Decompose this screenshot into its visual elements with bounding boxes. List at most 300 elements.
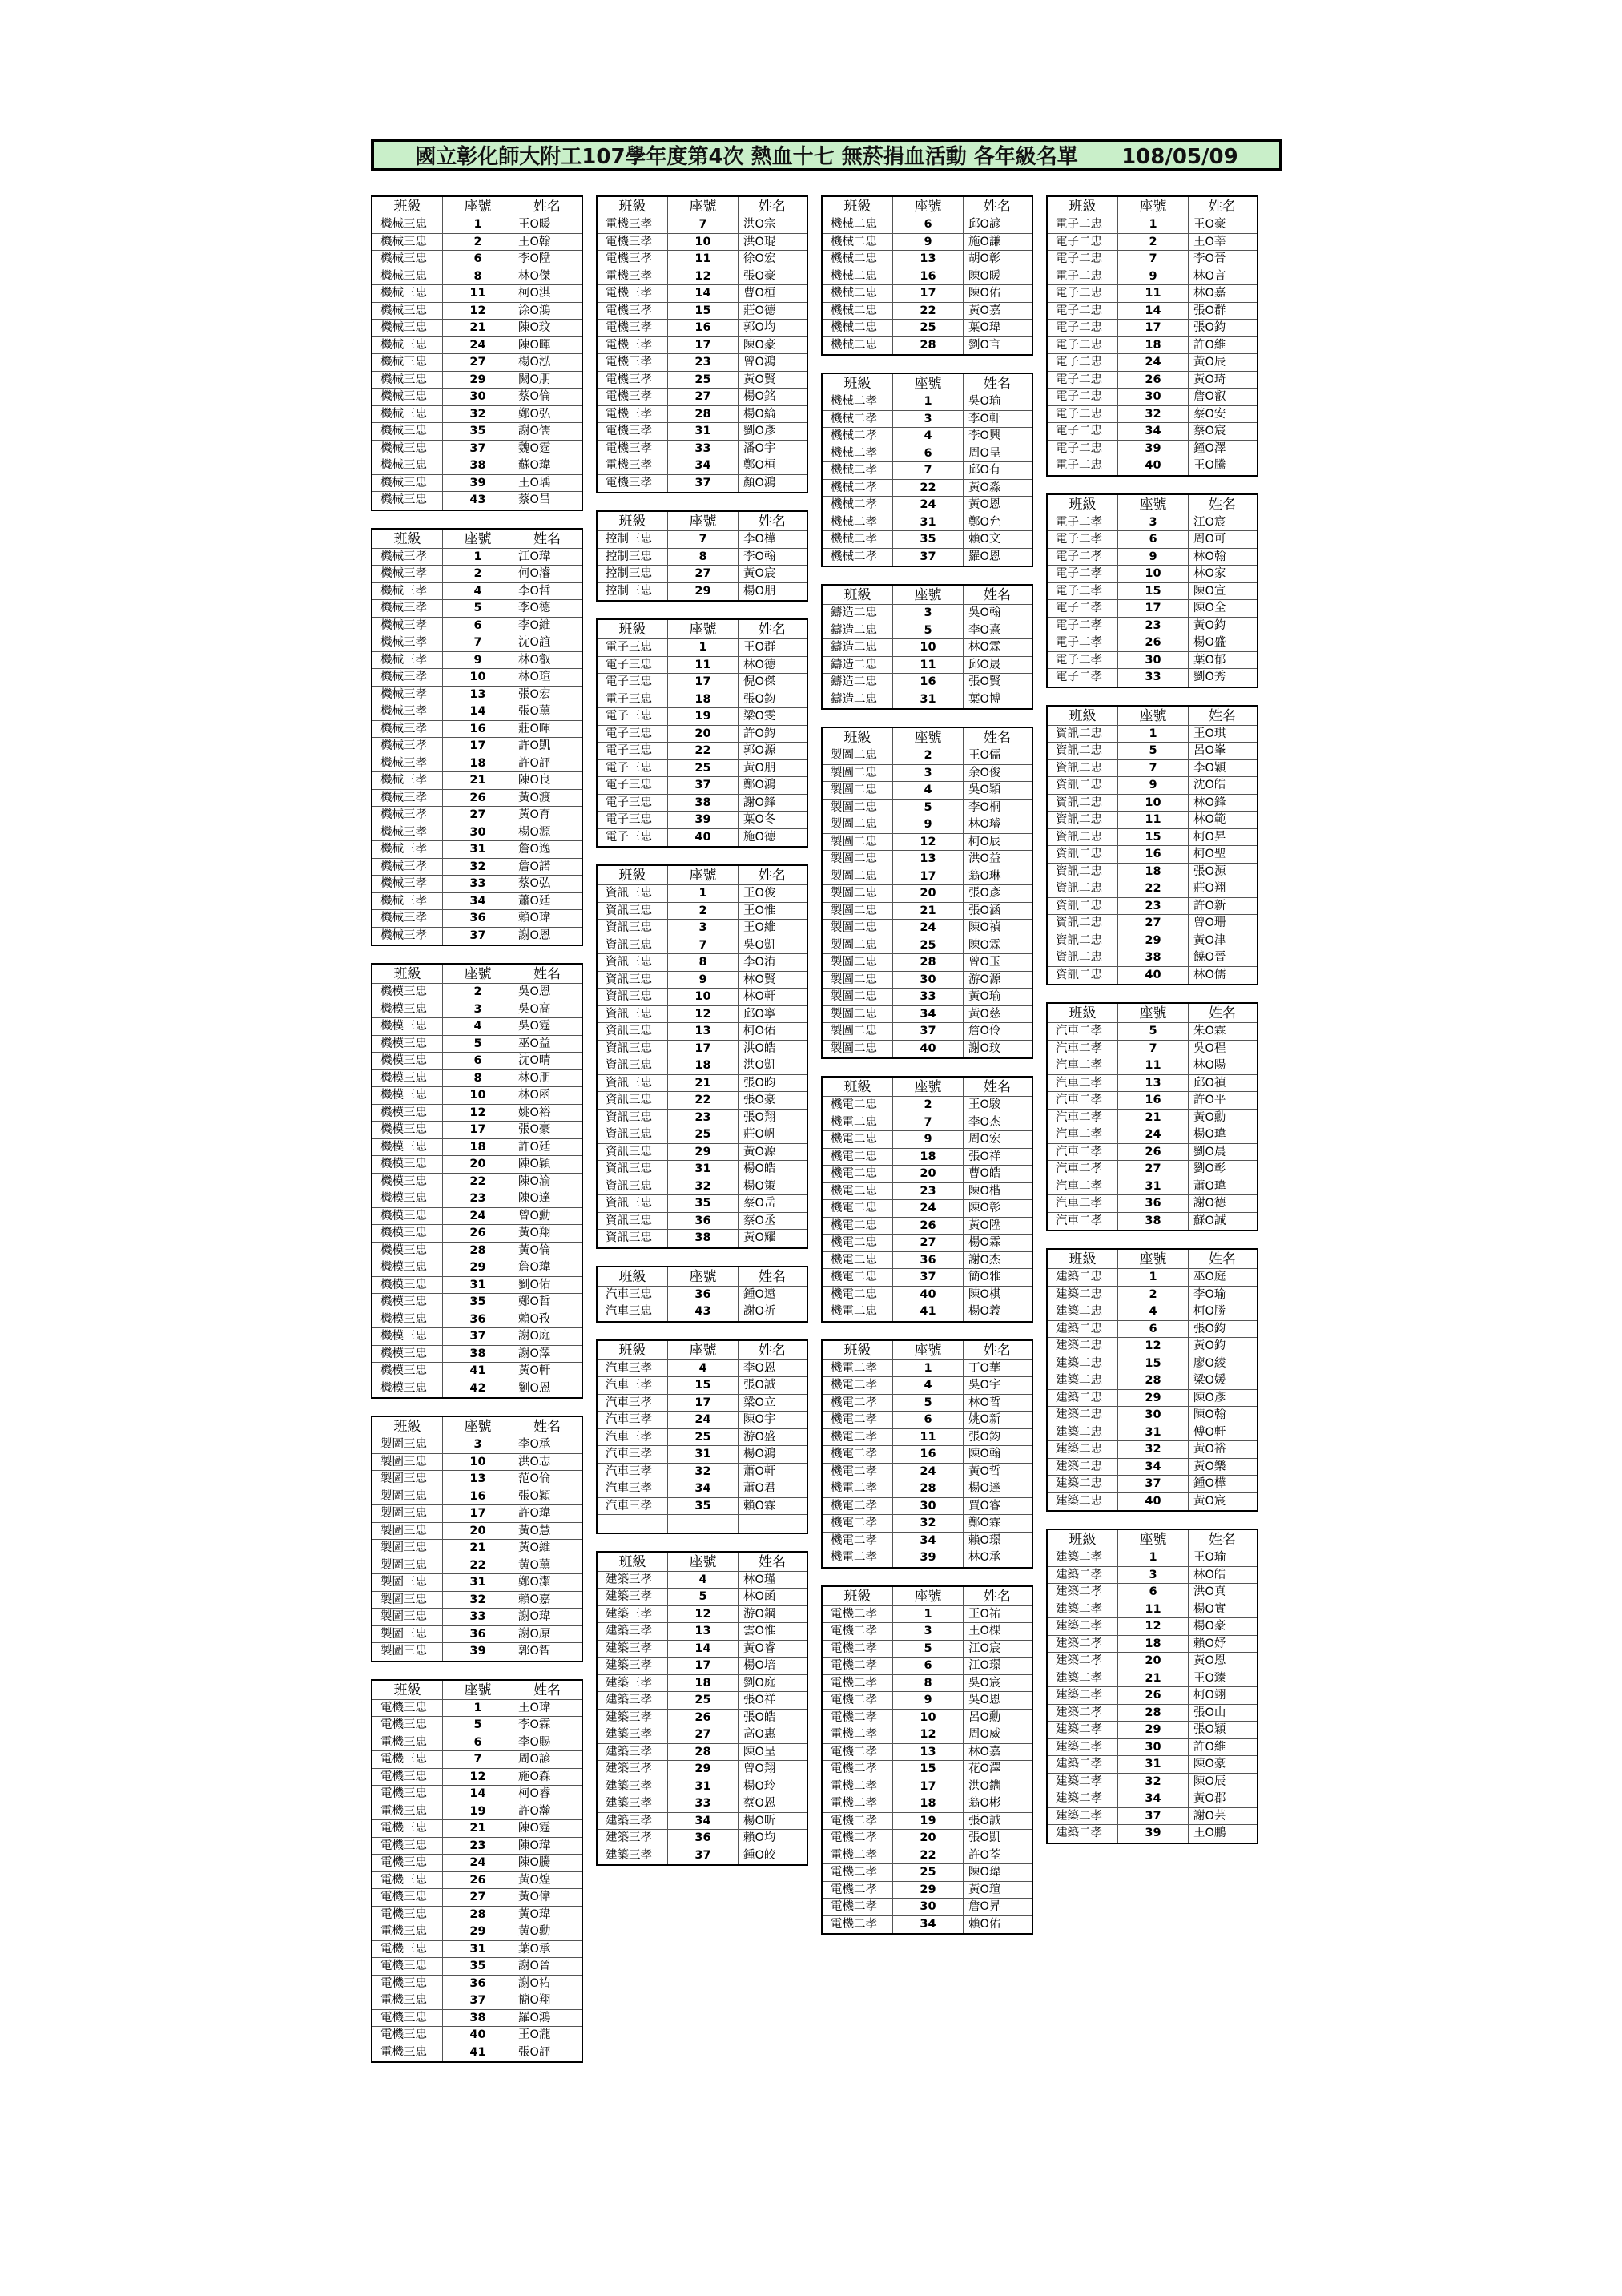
seat-cell: 10 (443, 669, 513, 686)
class-table (596, 1266, 808, 1323)
seat-cell: 13 (668, 1623, 739, 1640)
class-cell: 電機三忠 (372, 1907, 443, 1923)
name-cell: 黃O育 (518, 808, 551, 821)
table-row (372, 2027, 582, 2044)
seat-cell: 12 (443, 303, 513, 320)
seat-cell: 32 (1118, 406, 1189, 423)
table-row (598, 795, 807, 812)
name-cell: 邱O諺 (968, 218, 1001, 231)
seat-cell: 15 (668, 303, 739, 320)
class-cell: 電機二孝 (823, 1658, 893, 1674)
class-cell: 電子三忠 (598, 760, 668, 777)
seat-cell: 8 (668, 954, 739, 971)
seat-cell: 3 (668, 920, 739, 937)
table-row (372, 1105, 582, 1122)
table-row (372, 320, 582, 337)
seat-cell: 43 (443, 492, 513, 510)
seat-cell: 6 (1118, 1321, 1189, 1338)
class-table (1046, 1248, 1258, 1512)
seat-cell: 32 (893, 1515, 964, 1532)
seat-cell: 21 (443, 772, 513, 789)
seat-cell: 14 (443, 1786, 513, 1803)
header-seat: 座號 (1118, 707, 1189, 725)
class-cell: 製圖三忠 (372, 1643, 443, 1661)
table-row (823, 1641, 1032, 1658)
seat-cell: 23 (443, 1838, 513, 1855)
seat-cell: 27 (443, 807, 513, 824)
class-cell: 電機三孝 (598, 337, 668, 354)
table-row (1048, 795, 1257, 812)
name-cell: 吳O宇 (968, 1379, 1001, 1392)
class-cell: 建築二孝 (1048, 1790, 1118, 1807)
name-cell: 詹O逸 (518, 843, 551, 856)
header-seat: 座號 (443, 1681, 513, 1699)
class-table (371, 963, 583, 1399)
table-row (1048, 354, 1257, 372)
name-cell: 邱O寧 (743, 1007, 776, 1021)
table-row (1048, 1023, 1257, 1041)
name-cell: 張O賢 (968, 675, 1001, 688)
table-row (598, 657, 807, 675)
name-cell: 楊O策 (743, 1179, 776, 1193)
class-table (821, 584, 1033, 710)
table-row (823, 216, 1032, 234)
table-row (372, 1803, 582, 1821)
class-cell: 機械三孝 (372, 687, 443, 703)
seat-cell: 39 (1118, 1825, 1189, 1843)
name-cell: 柯O睿 (518, 1787, 551, 1800)
table-row (823, 531, 1032, 549)
class-cell: 電機三孝 (598, 251, 668, 268)
name-cell: 鄭O霖 (968, 1517, 1001, 1529)
name-cell: 黃O津 (1193, 933, 1226, 947)
table-row (598, 1412, 807, 1429)
header-name: 姓名 (1209, 199, 1236, 215)
seat-cell: 40 (893, 1287, 964, 1303)
class-cell: 電機三忠 (372, 1923, 443, 1940)
table-header-row (823, 728, 1032, 747)
table-row (598, 303, 807, 320)
class-cell: 機械二忠 (823, 285, 893, 302)
class-cell: 建築三孝 (598, 1658, 668, 1674)
seat-cell: 28 (668, 406, 739, 423)
seat-cell: 36 (443, 910, 513, 927)
name-cell: 王O瑜 (1193, 1551, 1226, 1564)
class-cell: 機模三忠 (372, 1277, 443, 1294)
table-row (1048, 1549, 1257, 1567)
table-row (823, 622, 1032, 640)
seat-cell: 11 (668, 251, 739, 268)
seat-cell: 25 (893, 937, 964, 954)
seat-cell: 17 (668, 674, 739, 691)
table-row (1048, 566, 1257, 583)
table-row (1048, 1338, 1257, 1355)
name-cell: 蔡O昌 (518, 493, 551, 506)
class-cell: 資訊二忠 (1048, 829, 1118, 846)
seat-cell: 4 (443, 1018, 513, 1035)
seat-cell: 7 (443, 1751, 513, 1768)
table-row (1048, 669, 1257, 687)
class-cell: 建築三孝 (598, 1726, 668, 1743)
seat-cell: 21 (443, 1540, 513, 1557)
table-header-row (1048, 197, 1257, 216)
table-row (1048, 726, 1257, 743)
name-cell: 許O鈞 (743, 727, 776, 740)
table-row (823, 1006, 1032, 1024)
seat-cell: 16 (443, 721, 513, 738)
page-title: 國立彰化師大附工107學年度第4次 熱血十七 無菸捐血活動 各年級名單 108/05/09 (371, 139, 1282, 171)
table-row (372, 1001, 582, 1019)
name-cell: 黃O勳 (518, 1925, 551, 1938)
seat-cell: 40 (1118, 457, 1189, 475)
header-class: 班級 (823, 197, 893, 216)
header-class: 班級 (372, 965, 443, 983)
class-cell: 建築二孝 (1048, 1808, 1118, 1825)
class-cell: 機械三忠 (372, 337, 443, 354)
name-cell: 黃O賢 (743, 373, 776, 386)
table-row (372, 583, 582, 601)
table-row (823, 851, 1032, 868)
name-cell: 楊O泓 (518, 356, 551, 369)
roster-column (1046, 195, 1258, 1861)
seat-cell: 33 (443, 1609, 513, 1625)
class-cell: 建築二孝 (1048, 1653, 1118, 1670)
name-cell: 楊O盛 (1193, 636, 1226, 649)
class-cell: 建築二忠 (1048, 1441, 1118, 1458)
seat-cell: 21 (893, 903, 964, 920)
class-cell: 電機三孝 (598, 372, 668, 389)
class-cell: 機械三孝 (372, 807, 443, 824)
table-row (598, 1498, 807, 1516)
seat-cell: 27 (668, 1726, 739, 1743)
name-cell: 林O霖 (968, 641, 1001, 654)
table-row (372, 251, 582, 268)
table-row (1048, 1493, 1257, 1511)
seat-cell: 31 (443, 1941, 513, 1958)
table-row (372, 1328, 582, 1346)
name-cell: 張O祥 (968, 1150, 1001, 1163)
name-cell: 傅O軒 (1193, 1425, 1226, 1439)
class-cell: 資訊三忠 (598, 920, 668, 937)
name-cell: 王O瑋 (518, 1701, 551, 1714)
seat-cell: 5 (893, 1641, 964, 1658)
class-cell: 電機三忠 (372, 1992, 443, 2009)
class-table (596, 1551, 808, 1867)
seat-cell: 3 (893, 1623, 964, 1640)
seat-cell: 9 (893, 234, 964, 251)
table-row (1048, 1618, 1257, 1636)
table-row (823, 514, 1032, 532)
name-cell: 陳O瑋 (518, 1839, 551, 1852)
class-cell: 建築三孝 (598, 1623, 668, 1640)
seat-cell: 38 (443, 2010, 513, 2027)
name-cell: 楊O鴻 (743, 1448, 776, 1460)
name-cell: 黃O樂 (1193, 1460, 1226, 1473)
seat-cell: 30 (1118, 652, 1189, 669)
class-cell: 控制三忠 (598, 566, 668, 582)
name-cell: 曾O翔 (743, 1762, 776, 1775)
class-cell: 汽車三孝 (598, 1446, 668, 1463)
class-cell: 資訊三忠 (598, 989, 668, 1005)
name-cell: 林O言 (1193, 269, 1226, 283)
table-header-row (598, 1341, 807, 1360)
name-cell: 莊O翔 (1193, 882, 1226, 895)
name-cell: 花O澤 (968, 1762, 1001, 1775)
table-row (372, 755, 582, 773)
class-cell: 電子二忠 (1048, 389, 1118, 405)
name-cell: 林O叡 (518, 653, 551, 667)
table-row (372, 1454, 582, 1472)
name-cell: 劉O言 (968, 338, 1001, 352)
seat-cell: 3 (893, 605, 964, 622)
table-row (372, 1363, 582, 1380)
class-cell: 建築三孝 (598, 1795, 668, 1812)
header-seat: 座號 (668, 1553, 739, 1571)
name-cell: 黃O偉 (518, 1891, 551, 1903)
seat-cell: 9 (443, 652, 513, 669)
table-row (823, 989, 1032, 1006)
header-class: 班級 (1048, 1250, 1118, 1268)
class-cell: 資訊三忠 (598, 1075, 668, 1092)
name-cell: 王O俊 (743, 887, 776, 900)
class-cell: 機械三忠 (372, 475, 443, 492)
table-row (823, 1412, 1032, 1429)
seat-cell: 24 (443, 1855, 513, 1871)
name-cell: 洪O志 (518, 1455, 551, 1468)
table-header-row (1048, 1250, 1257, 1269)
seat-cell: 36 (443, 1626, 513, 1643)
class-cell: 機械三孝 (372, 910, 443, 927)
table-row (1048, 1636, 1257, 1654)
seat-cell: 13 (893, 251, 964, 268)
name-cell: 鄭O允 (968, 515, 1001, 529)
name-cell: 黃O倫 (518, 1243, 551, 1257)
name-cell: 柯O昇 (1193, 830, 1226, 844)
class-cell: 資訊三忠 (598, 972, 668, 989)
header-seat: 座號 (668, 1267, 739, 1286)
name-cell: 王O祐 (968, 1607, 1001, 1621)
class-cell: 機電二孝 (823, 1498, 893, 1515)
name-cell: 陳O豪 (743, 338, 776, 352)
seat-cell: 18 (668, 691, 739, 708)
class-cell: 電機三忠 (372, 2044, 443, 2062)
class-cell: 汽車三孝 (598, 1464, 668, 1480)
table-row (1048, 549, 1257, 566)
seat-cell: 1 (1118, 726, 1189, 743)
table-row (598, 1726, 807, 1744)
class-cell: 電機三孝 (598, 441, 668, 457)
name-cell: 蕭O君 (743, 1482, 776, 1495)
class-cell: 機械二孝 (823, 480, 893, 497)
class-cell: 機電二忠 (823, 1269, 893, 1286)
class-cell: 機械二孝 (823, 428, 893, 445)
table-row (1048, 1075, 1257, 1093)
seat-cell: 30 (1118, 1739, 1189, 1756)
table-row (598, 1144, 807, 1162)
class-cell: 資訊二忠 (1048, 846, 1118, 863)
table-row (372, 1259, 582, 1277)
name-cell: 羅O恩 (968, 550, 1001, 563)
class-cell: 製圖二忠 (823, 903, 893, 920)
seat-cell: 5 (893, 800, 964, 816)
class-cell: 機械二忠 (823, 303, 893, 320)
seat-cell: 40 (668, 829, 739, 847)
table-header-row (823, 1587, 1032, 1606)
name-cell: 陳O騰 (518, 1856, 551, 1869)
class-cell: 機械二孝 (823, 445, 893, 462)
name-cell: 張O鈞 (743, 692, 776, 706)
table-row (1048, 1670, 1257, 1688)
class-cell: 電機三孝 (598, 216, 668, 233)
table-row (598, 1623, 807, 1641)
table-row (1048, 337, 1257, 355)
name-cell: 張O宏 (518, 687, 551, 701)
seat-cell: 32 (443, 406, 513, 423)
name-cell: 黃O鈞 (1193, 1339, 1226, 1352)
seat-cell: 17 (443, 738, 513, 755)
name-cell: 黃O恩 (1193, 1654, 1226, 1667)
class-cell: 電子二孝 (1048, 618, 1118, 634)
name-cell: 楊O達 (968, 1482, 1001, 1495)
table-row (372, 234, 582, 252)
name-cell: 謝O祈 (743, 1305, 776, 1318)
table-row (823, 1097, 1032, 1114)
seat-cell: 7 (443, 634, 513, 651)
name-cell: 吳O穎 (968, 783, 1001, 796)
class-cell: 機械三孝 (372, 772, 443, 789)
name-cell: 楊O昕 (743, 1814, 776, 1827)
class-table (596, 864, 808, 1249)
name-cell: 楊O瑋 (1193, 1128, 1226, 1141)
table-row (823, 674, 1032, 691)
name-cell: 鍾O遠 (743, 1287, 776, 1301)
header-name: 姓名 (1209, 1251, 1236, 1267)
class-cell: 電子二孝 (1048, 531, 1118, 548)
seat-cell: 11 (1118, 812, 1189, 828)
class-cell: 製圖三忠 (372, 1454, 443, 1471)
seat-cell: 2 (668, 903, 739, 920)
seat-cell: 12 (1118, 1338, 1189, 1355)
class-cell: 機械二孝 (823, 497, 893, 514)
class-cell: 鑄造二忠 (823, 674, 893, 691)
class-cell: 鑄造二忠 (823, 639, 893, 656)
class-cell: 電機二孝 (823, 1726, 893, 1743)
table-row (823, 920, 1032, 937)
table-row (598, 1303, 807, 1321)
class-cell: 電機三忠 (372, 1786, 443, 1803)
table-row (823, 1041, 1032, 1058)
name-cell: 周O可 (1193, 533, 1226, 546)
header-name: 姓名 (984, 730, 1011, 746)
table-row (823, 1813, 1032, 1831)
header-class: 班級 (598, 512, 668, 530)
name-cell: 楊O培 (743, 1659, 776, 1672)
table-row (598, 1057, 807, 1075)
seat-cell: 31 (668, 1446, 739, 1463)
table-row (823, 1675, 1032, 1693)
name-cell: 葉O冬 (743, 813, 776, 826)
seat-cell: 37 (443, 928, 513, 945)
table-row (372, 457, 582, 475)
seat-cell: 16 (668, 320, 739, 336)
class-cell: 電子二忠 (1048, 441, 1118, 457)
name-cell: 李O霖 (518, 1718, 551, 1731)
seat-cell: 16 (1118, 846, 1189, 863)
seat-cell: 17 (1118, 600, 1189, 617)
table-row (598, 216, 807, 234)
table-row (372, 268, 582, 286)
seat-cell: 26 (1118, 1687, 1189, 1704)
name-cell: 邱O禎 (1193, 1076, 1226, 1090)
class-cell: 建築二忠 (1048, 1493, 1118, 1511)
header-class: 班級 (372, 197, 443, 216)
name-cell: 王O琪 (1193, 727, 1226, 740)
seat-cell: 21 (1118, 1110, 1189, 1126)
name-cell: 蘇O瑋 (518, 459, 551, 472)
seat-cell: 4 (668, 1572, 739, 1589)
name-cell: 洪O琨 (743, 235, 776, 248)
table-row (372, 372, 582, 389)
table-row (372, 1294, 582, 1311)
seat-cell: 31 (668, 423, 739, 440)
name-cell: 鐘O澤 (1193, 441, 1226, 455)
seat-cell: 27 (443, 1889, 513, 1906)
table-row (1048, 634, 1257, 652)
header-seat: 座號 (443, 965, 513, 983)
seat-cell: 6 (893, 1658, 964, 1674)
class-cell: 機械三孝 (372, 669, 443, 686)
table-row (823, 1303, 1032, 1321)
header-class: 班級 (598, 1553, 668, 1571)
table-row (823, 747, 1032, 765)
class-cell: 機械三孝 (372, 652, 443, 669)
name-cell: 賴O嘉 (518, 1593, 551, 1606)
seat-cell: 26 (443, 790, 513, 807)
seat-cell: 31 (1118, 1756, 1189, 1773)
table-row (1048, 1407, 1257, 1424)
name-cell: 張O凱 (968, 1831, 1001, 1844)
seat-cell: 12 (668, 268, 739, 285)
seat-cell: 40 (893, 1041, 964, 1058)
class-cell: 電子三忠 (598, 674, 668, 691)
name-cell: 許O維 (1193, 1740, 1226, 1754)
table-row (1048, 1722, 1257, 1739)
table-row (598, 1023, 807, 1041)
name-cell: 洪O真 (1193, 1585, 1226, 1598)
class-cell: 鑄造二忠 (823, 622, 893, 639)
seat-cell: 30 (893, 1899, 964, 1915)
table-row (598, 1515, 807, 1533)
table-row (598, 1110, 807, 1127)
table-row (598, 320, 807, 337)
seat-cell: 36 (443, 1976, 513, 1992)
name-cell: 蔡O安 (1193, 407, 1226, 421)
class-cell: 電子三忠 (598, 708, 668, 725)
name-cell: 洪O凱 (743, 1059, 776, 1072)
seat-cell: 18 (443, 755, 513, 772)
seat-cell: 16 (443, 1488, 513, 1505)
class-cell: 機械二孝 (823, 531, 893, 548)
seat-cell: 30 (893, 1498, 964, 1515)
class-cell (598, 1515, 668, 1533)
class-cell: 電子二忠 (1048, 216, 1118, 233)
class-cell: 機電二忠 (823, 1097, 893, 1114)
name-cell: 謝O祐 (518, 1976, 551, 1990)
seat-cell: 7 (893, 462, 964, 479)
table-row (1048, 1321, 1257, 1339)
table-row (823, 1480, 1032, 1498)
class-cell: 機電二孝 (823, 1395, 893, 1412)
